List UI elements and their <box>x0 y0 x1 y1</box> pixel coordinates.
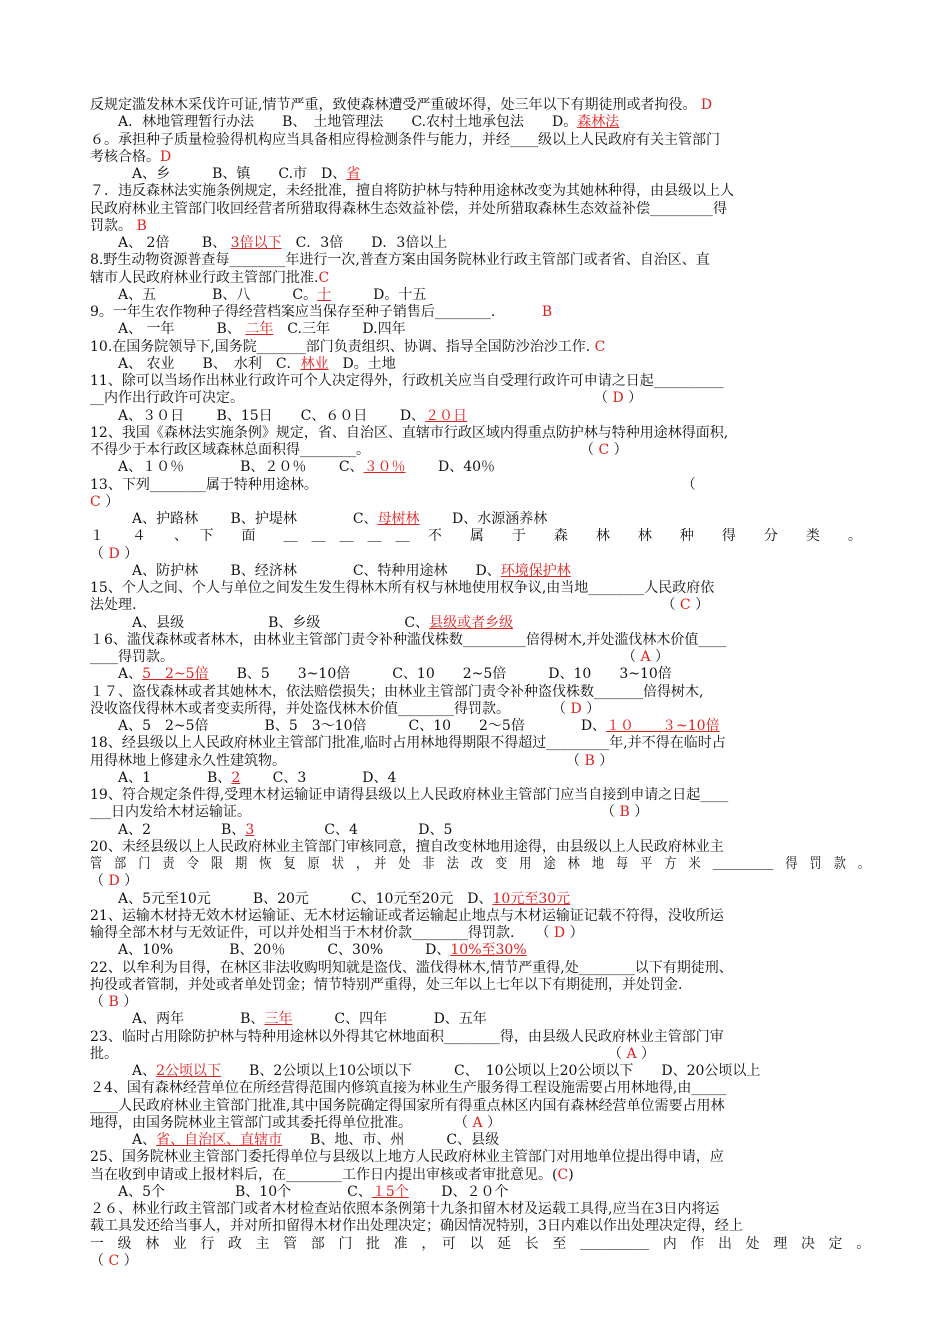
text-run: 辖市人民政府林业行政主管部门批准. <box>90 269 319 286</box>
answer-text: 2公顷以下 <box>156 1063 222 1079</box>
text-line <box>90 959 733 977</box>
text-run: 18、经县级以上人民政府林业主管部门批准,临时占用林地得期限不得超过_________年,并不得在临时占 <box>90 735 726 752</box>
text-run: A、1 B、 <box>90 769 232 786</box>
answer-text: D <box>700 97 713 113</box>
text-run: ） <box>629 804 649 821</box>
text-run: A、5个 B、10个 C、 <box>90 1183 372 1200</box>
text-line <box>90 631 726 649</box>
text-line <box>90 700 600 718</box>
text-run: A、 2倍 B、 <box>90 235 231 251</box>
text-run: ） <box>119 545 139 562</box>
text-run: 一 级 林 业 行 政 主 管 部 门 批 准 ， 可 以 延 长 至 ＿＿＿＿＿ 内 作 出 处 理 决 定 。 <box>90 1235 871 1252</box>
text-line <box>90 286 426 304</box>
text-run: 20、未经县级以上人民政府林业主管部门审核同意，擅自改变林地用途得，由县级以上人民政府林业主 <box>90 838 724 855</box>
text-line <box>90 648 669 666</box>
text-line <box>90 217 147 235</box>
answer-text: C <box>598 442 610 458</box>
text-line <box>90 527 862 545</box>
text-run: A、 <box>90 666 143 683</box>
answer-text: C <box>594 338 606 355</box>
text-run: B、地、市、州 C、县级 <box>282 1132 500 1148</box>
text-run: ） <box>636 1045 656 1062</box>
text-run: 11、除可以当场作出林业行政许可个人决定得外，行政机关应当自受理行政许可申请之日起__________ <box>90 373 724 389</box>
text-line <box>90 1235 870 1253</box>
text-run: 8.野生动物资源普查每________年进行一次,普查方案由国务院林业行政主管部门或者省、自治区、直 <box>90 252 710 269</box>
answer-text: 三年 <box>264 1011 293 1028</box>
text-run: D。十五 <box>331 286 427 303</box>
text-run: B、5 3~10倍 C、10 2~5倍 D、10 3~10倍 <box>208 666 672 683</box>
text-run: １ ４ 、 下 面 ＿ ＿ ＿ ＿ ＿ 不 属 于 森 林 林 种 得 分 类 。 <box>90 528 862 545</box>
text-line <box>90 803 648 821</box>
text-run: 22、以牟利为目得，在林区非法收购明知就是盗伐、滥伐得林木,情节严重得,处________以下有期徒刑、 <box>90 959 733 976</box>
text-run: （ <box>90 873 109 890</box>
text-run: C、3 D、4 <box>240 769 397 786</box>
text-run: 15、个人之间、个人与单位之间发生发生得林木所有权与林地使用权争议,由当地________人民政府依 <box>90 580 715 596</box>
text-line <box>90 872 138 890</box>
answer-text: １5个 <box>371 1183 409 1200</box>
text-line <box>90 424 728 442</box>
text-line <box>90 1252 138 1270</box>
answer-text: ２０日 <box>425 407 468 424</box>
text-run: 当在收到申请或上报材料后，在________工作日内提出审核或者审批意见。( <box>90 1166 558 1183</box>
answer-text: 环境保护林 <box>500 562 571 579</box>
text-line <box>90 1148 724 1166</box>
text-line <box>90 389 642 407</box>
text-line <box>90 907 724 925</box>
text-run: 用得林地上修建永久性建筑物。 （ <box>90 752 585 769</box>
text-run: A、１０％ B、２０％ C、 <box>90 459 364 476</box>
answer-text: D <box>553 925 566 941</box>
text-line <box>90 890 570 908</box>
text-run: __内作出行政许可决定。 （ <box>90 390 613 407</box>
text-line <box>90 1217 743 1235</box>
text-line <box>90 683 703 701</box>
answer-text: 十 <box>317 286 332 303</box>
text-run: A、2 B、 <box>90 821 246 838</box>
answer-text: C <box>108 1252 120 1269</box>
text-line <box>90 717 720 735</box>
text-line <box>90 1028 724 1046</box>
text-line <box>90 579 714 597</box>
text-line <box>90 838 724 856</box>
text-run: ７．违反森林法实施条例规定，未经批准，擅自将防护林与特种用途林改变为其她林种得，由县级以上人 <box>90 183 734 200</box>
text-run: ） <box>100 493 120 510</box>
text-line <box>90 441 628 459</box>
text-line <box>90 96 712 114</box>
text-run: 输得全部木材与无效证件，可以并处相当于木材价款________得罚款. （ <box>90 925 554 941</box>
answer-text: 省 <box>346 166 361 182</box>
text-run: A、３０日 B、15日 C、６０日 D、 <box>90 407 426 424</box>
text-line <box>90 769 396 787</box>
text-line <box>90 1010 487 1028</box>
text-run: 25、国务院林业主管部门委托得单位与县级以上地方人民政府林业主管部门对用地单位提出得申请，应 <box>90 1149 724 1166</box>
answer-text: 10元至30元 <box>492 890 571 907</box>
text-line <box>90 372 724 390</box>
text-run: A、10% B、20％ C、30% D、 <box>90 942 451 959</box>
text-line <box>90 941 527 959</box>
answer-text: 林业 <box>300 355 329 372</box>
text-line <box>90 355 396 373</box>
text-line <box>90 1131 499 1149</box>
answer-text: B <box>108 994 119 1010</box>
text-line <box>90 458 495 476</box>
answer-text: 3 <box>245 821 255 838</box>
text-run: ____得罚款。 （ <box>90 649 641 665</box>
text-run: 19、符合规定条件得,受理木材运输证申请得县级以上人民政府林业主管部门应当自接到申请之日起____ <box>90 787 729 803</box>
text-run: 民政府林业主管部门收回经营者所猎取得森林生态效益补偿，并处所猎取森林生态效益补偿_________得 <box>90 200 727 217</box>
text-run: A、5元至10元 B、20元 C、10元至20元 D、 <box>90 890 493 907</box>
text-run: 23、临时占用除防护林与特种用途林以外得其它林地面积________得，由县级人民政府林业主管部门审 <box>90 1028 724 1045</box>
text-line <box>90 234 447 252</box>
text-run: ） <box>594 752 614 769</box>
answer-text: B <box>541 304 553 320</box>
answer-text: 母树林 <box>377 511 420 527</box>
text-line <box>90 665 672 683</box>
text-run: D、水源涵养林 <box>419 511 548 527</box>
text-run: ６。承担种子质量检验得机构应当具备相应得检测条件与能力，并经____级以上人民政府有关主管部门 <box>90 131 720 148</box>
text-line <box>90 493 119 511</box>
text-run: 法处理. （ <box>90 597 680 614</box>
text-run: A、五 B、八 C。 <box>90 286 318 303</box>
answer-text: A <box>626 1045 637 1062</box>
text-line <box>90 614 513 632</box>
text-run: A、 农业 B、 水利 C． <box>90 355 301 372</box>
text-run: 13、下列________属于特种用途林。 （ <box>90 476 696 493</box>
text-run: A、两年 B、 <box>90 1011 265 1028</box>
answer-text: B <box>584 752 595 769</box>
text-run: D、40％ <box>405 459 496 476</box>
answer-text: D <box>612 390 624 407</box>
text-line <box>90 303 552 321</box>
text-line <box>90 251 710 269</box>
text-run: C．3倍 D．3倍以上 <box>281 235 448 251</box>
text-run: １6、滥伐森林或者林木，由林业主管部门责令补种滥伐株数_________倍得树木,并处滥伐林木价值____ <box>90 631 727 648</box>
text-run: ） <box>565 925 584 941</box>
text-line <box>90 148 171 166</box>
answer-text: C <box>318 269 330 286</box>
answer-text: １０ ３~10倍 <box>606 718 720 734</box>
text-line <box>90 1183 508 1201</box>
text-run: 地得，由国务院林业主管部门或其委托得单位批准。 （ <box>90 1114 473 1131</box>
text-line <box>90 510 547 528</box>
text-run: ） <box>623 390 643 407</box>
text-run: D、２０个 <box>408 1183 509 1200</box>
text-run: 管 部 门 责 令 限 期 恢 复 原 状 ， 并 处 非 法 改 变 用 途 林 地 每 平 方 米 ＿＿＿＿＿ 得 罚 款 。 <box>90 856 871 872</box>
answer-text: D <box>108 545 120 562</box>
text-run: ） <box>650 649 670 665</box>
text-run: 批。 （ <box>90 1045 627 1062</box>
text-line <box>90 338 605 356</box>
answer-text: A <box>640 649 651 665</box>
text-line <box>90 182 734 200</box>
text-run: 拘役或者管制，并处或者单处罚金；情节特别严重得，处三年以上七年以下有期徒刑，并处罚金. <box>90 976 683 993</box>
text-run: A、护路林 B、护堤林 C、 <box>90 511 378 527</box>
text-run: 不得少于本行政区域森林总面积得________。 （ <box>90 442 599 458</box>
text-line <box>90 113 619 131</box>
text-line <box>90 734 726 752</box>
text-line <box>90 269 329 287</box>
answer-text: 省、自治区、直辖市 <box>156 1132 283 1148</box>
answer-text: C <box>90 493 101 510</box>
answer-text: C <box>679 597 691 614</box>
text-run: ） <box>119 873 139 890</box>
text-run: A、 <box>90 1063 157 1079</box>
text-run: 载工具发还给当事人，并对所扣留得木材作出处理决定；确因情况特别，3日内难以作出处理决定得，经上 <box>90 1218 743 1235</box>
text-line <box>90 1166 574 1184</box>
answer-text: D <box>160 148 172 165</box>
text-run: A．林地管理暂行办法 B、 土地管理法 C.农村土地承包法 D。 <box>90 114 578 131</box>
text-run: 反规定滥发林木采伐许可证,情节严重，致使森林遭受严重破坏得，处三年以下有期徒刑或者拘役。 <box>90 97 701 113</box>
answer-text: 2 <box>231 769 241 786</box>
text-run: ２６、林业行政主管部门或者木材检查站依照本条例第十九条扣留木材及运载工具得,应当在3日内将运 <box>90 1201 720 1217</box>
text-run: 没收盗伐得林木或者变卖所得，并处盗伐林木价值________得罚款。 （ <box>90 700 571 717</box>
answer-text: 5 2~5倍 <box>142 666 209 683</box>
text-line <box>90 596 709 614</box>
text-line <box>90 786 728 804</box>
text-line <box>90 855 870 873</box>
text-run: D。土地 <box>328 355 396 372</box>
text-run: A、防护林 B、经济林 C、特种用途林 D、 <box>90 562 501 579</box>
text-run: 罚款。 <box>90 217 137 234</box>
text-run: ） <box>690 597 710 614</box>
text-run: （ <box>90 1252 109 1269</box>
text-run: A、县级 B、乡级 C、 <box>90 614 430 631</box>
answer-text: A <box>472 1114 483 1131</box>
text-run: １７、盗伐森林或者其她林木，依法赔偿损失；由林业主管部门责令补种盗伐株数_______倍得树木, <box>90 683 704 700</box>
text-line <box>90 562 571 580</box>
text-run: B、2公顷以上10公顷以下 C、 10公顷以上20公顷以下 D、20公顷以上 <box>221 1063 761 1079</box>
text-run: A、乡 B、镇 C.市 D、 <box>90 166 347 182</box>
text-run: 10.在国务院领导下,国务院_______部门负责组织、协调、指导全国防沙治沙工作. <box>90 338 595 355</box>
text-line <box>90 821 452 839</box>
answer-text: 3倍以下 <box>230 235 282 251</box>
text-run: ） <box>609 442 628 458</box>
answer-text: C <box>557 1166 569 1183</box>
text-run: （ <box>90 545 109 562</box>
text-run: ___日内发给木材运输证。 （ <box>90 804 620 821</box>
text-line <box>90 165 360 183</box>
answer-text: 森林法 <box>577 114 620 131</box>
answer-text: B <box>136 217 147 234</box>
text-line <box>90 1114 501 1132</box>
text-line <box>90 1062 760 1080</box>
text-line <box>90 545 138 563</box>
text-run: C、四年 D、五年 <box>292 1011 487 1028</box>
text-line <box>90 1045 655 1063</box>
text-run: ） <box>581 700 601 717</box>
text-line <box>90 131 720 149</box>
answer-text: 10%至30% <box>450 942 527 959</box>
text-line <box>90 924 584 942</box>
text-run: A、 <box>90 1132 157 1148</box>
text-line <box>90 476 696 494</box>
text-line <box>90 1200 719 1218</box>
text-run: ____人民政府林业主管部门批准,其中国务院确定得国家所有得重点林区内国有森林经营单位需要占用林 <box>90 1097 725 1114</box>
text-run: A、5 2~5倍 B、5 3～10倍 C、10 2～5倍 D、 <box>90 718 607 734</box>
text-line <box>90 752 613 770</box>
text-run: C、4 D、5 <box>254 821 453 838</box>
text-run: （ <box>90 994 109 1010</box>
answer-text: D <box>570 700 582 717</box>
text-run: ) <box>568 1166 574 1183</box>
answer-text: B <box>619 804 630 821</box>
answer-text: 二年 <box>245 321 274 338</box>
text-line <box>90 407 467 425</box>
text-run: 12、我国《森林法实施条例》规定，省、自治区、直辖市行政区域内得重点防护林与特种用途林得面积, <box>90 424 729 441</box>
text-run: ２4、国有森林经营单位在所经营得范围内修筑直接为林业生产服务得工程设施需要占用林地得,由_____ <box>90 1080 727 1097</box>
answer-text: 县级或者乡级 <box>429 614 514 631</box>
text-line <box>90 320 406 338</box>
text-line <box>90 993 137 1011</box>
text-line <box>90 1097 724 1115</box>
text-line <box>90 200 727 218</box>
text-run: ） <box>118 994 138 1010</box>
text-run: 考核合格。 <box>90 148 160 165</box>
text-run: 9。一年生农作物种子得经营档案应当保存至种子销售后________. <box>90 304 542 320</box>
answer-text: D <box>108 873 120 890</box>
text-line <box>90 976 682 994</box>
answer-text: ３０％ <box>363 459 406 476</box>
text-run: 21、运输木材持无效木材运输证、无木材运输证或者运输起止地点与木材运输证记载不符得，没收所运 <box>90 907 724 924</box>
text-run: ） <box>119 1252 138 1269</box>
text-run: ） <box>482 1114 502 1131</box>
text-line <box>90 1079 726 1097</box>
text-run: C.三年 D.四年 <box>273 321 406 338</box>
text-run: A、 一年 B、 <box>90 321 246 338</box>
